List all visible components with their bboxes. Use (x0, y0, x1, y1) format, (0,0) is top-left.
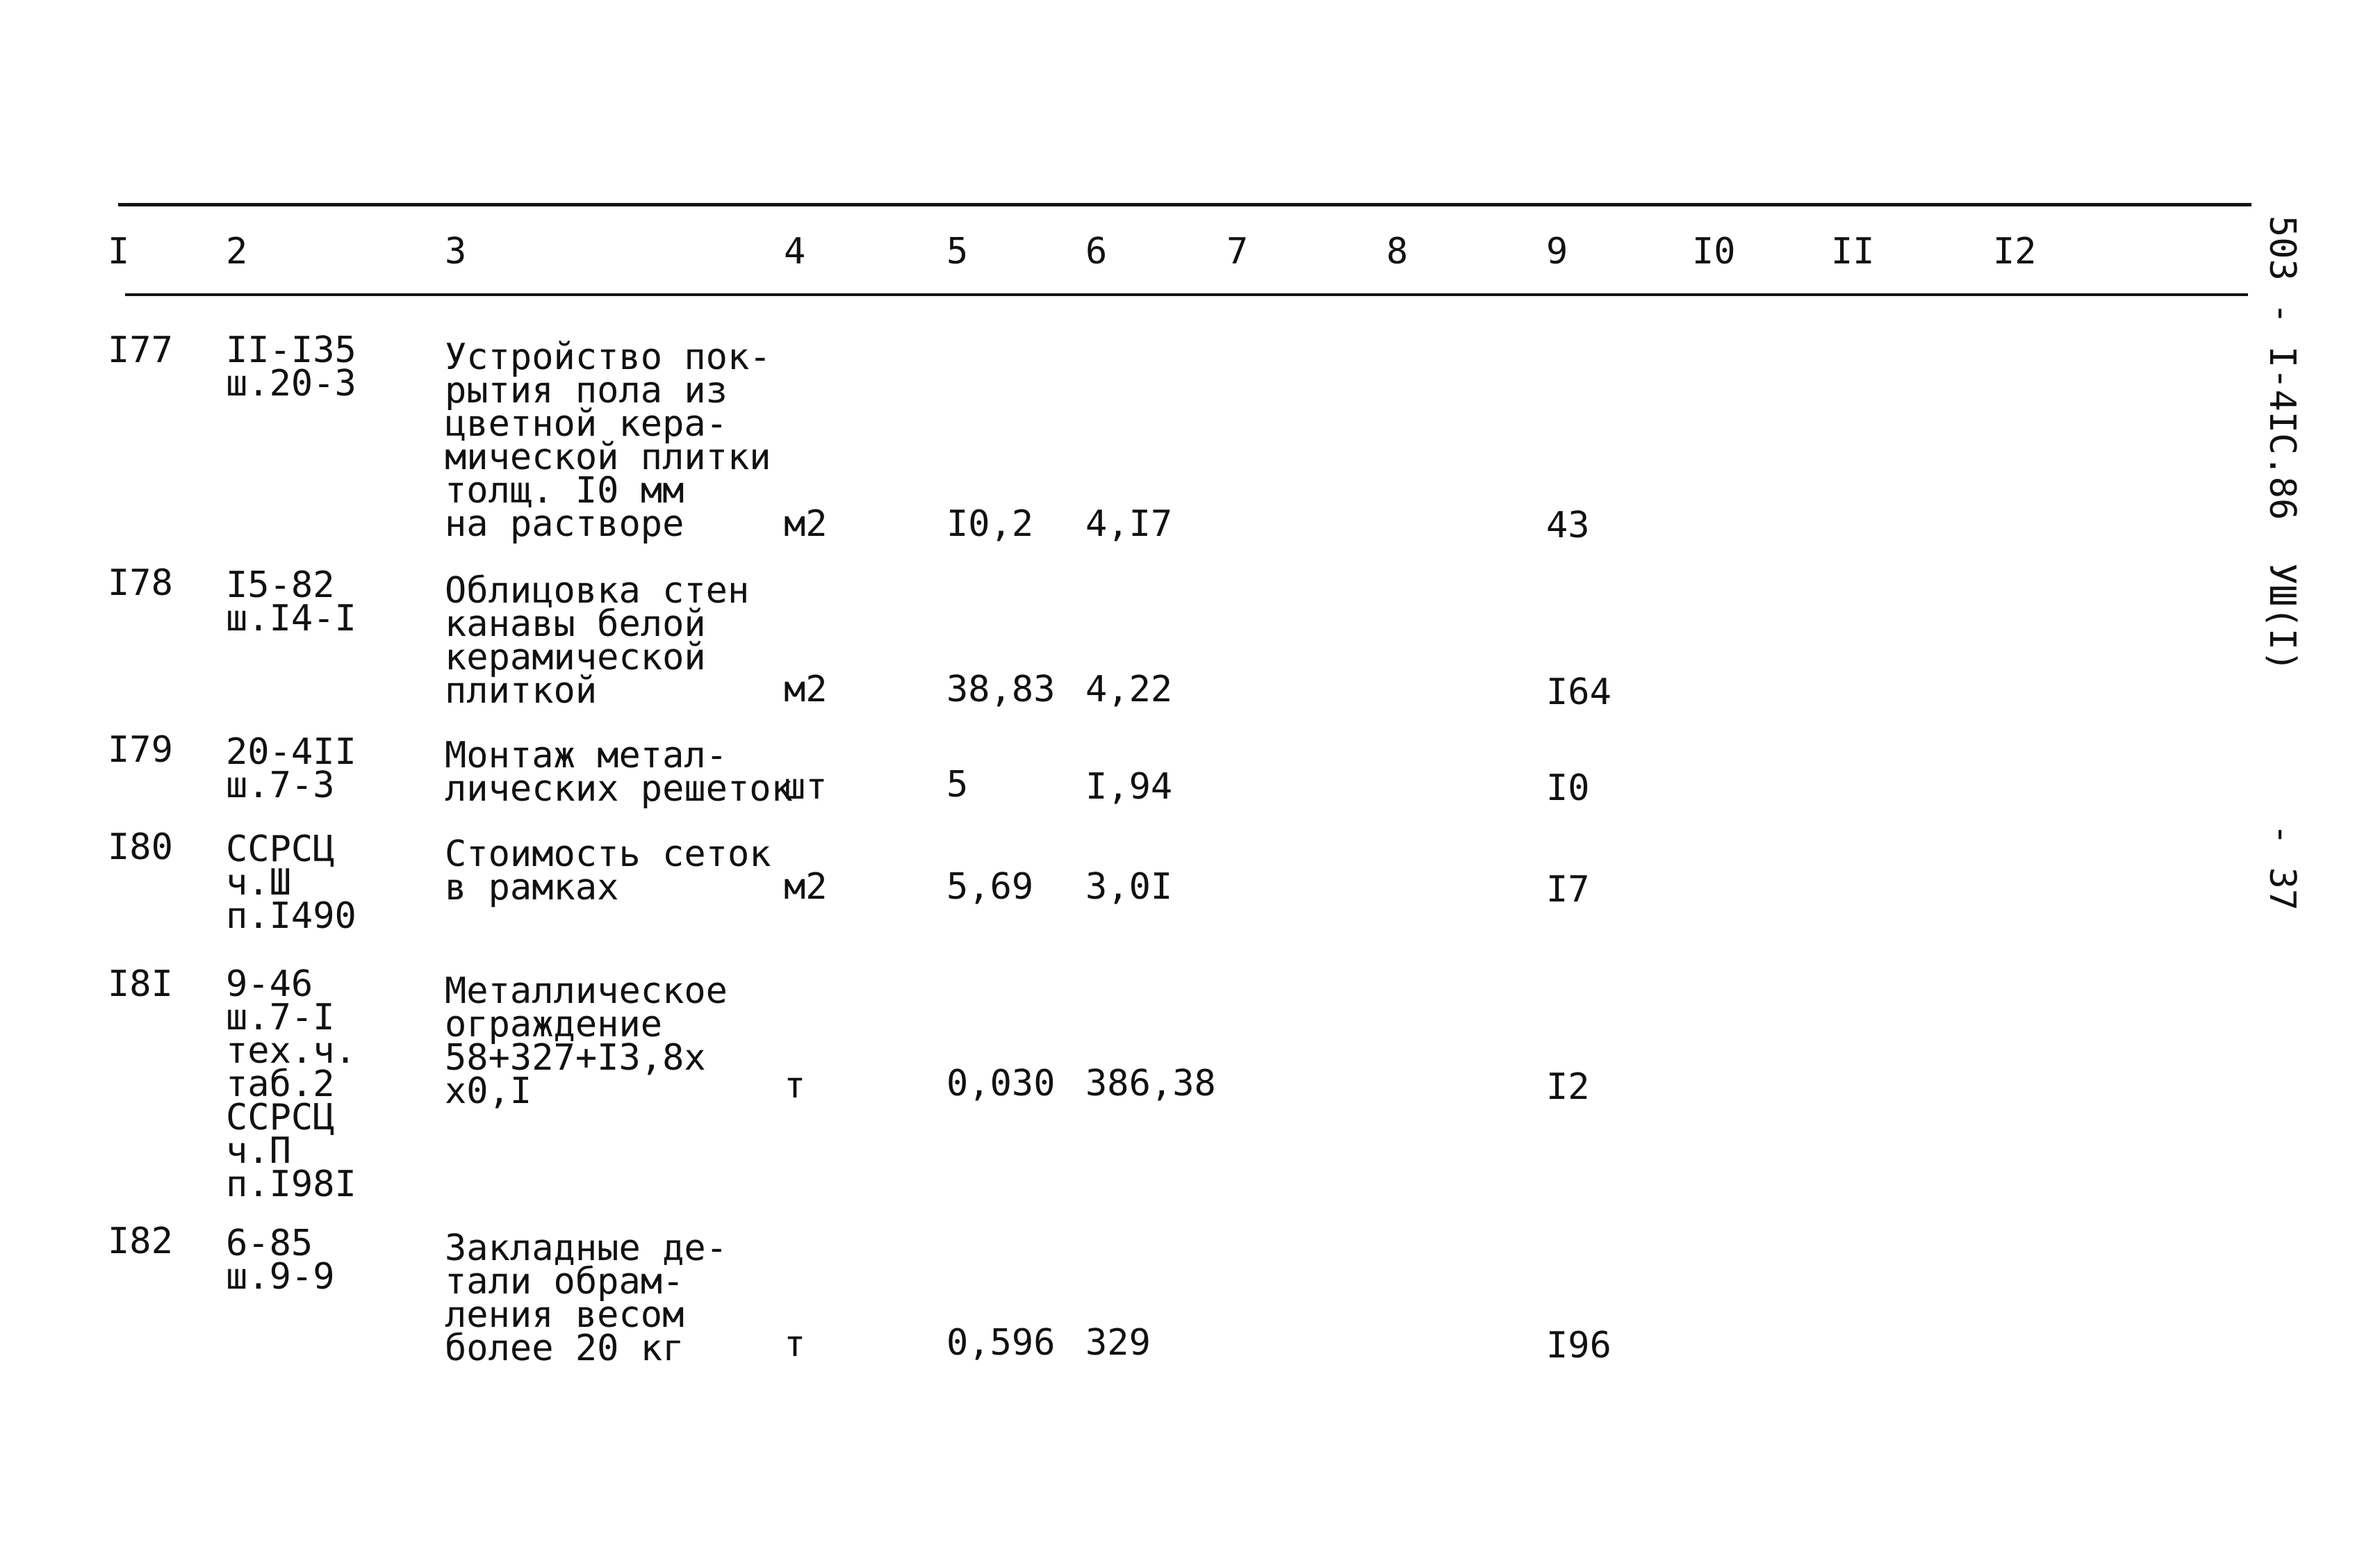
row-price: 4,I7 (1085, 503, 1173, 545)
row-total: I64 (1546, 671, 1611, 713)
row-description: Устройство пок- рытия пола из цветной кера- мической плитки толщ. I0 мм на растворе (445, 336, 771, 545)
header-col-12: I2 (1993, 231, 2037, 272)
row-unit: м2 (784, 669, 828, 710)
header-col-4: 4 (784, 231, 806, 272)
row-total: I96 (1546, 1325, 1611, 1366)
row-code: I5-82 ш.I4-I (226, 564, 356, 639)
row-code: 6-85 ш.9-9 (226, 1223, 335, 1298)
row-unit: м2 (784, 503, 828, 545)
header-col-7: 7 (1226, 231, 1249, 272)
row-quantity: 0,030 (946, 1063, 1056, 1104)
row-quantity: 5 (946, 764, 969, 806)
row-code: 9-46 ш.7-I тех.ч. таб.2 ССРСЦ ч.П п.I98I (226, 963, 356, 1205)
section-number: УШ(I) (2261, 563, 2303, 672)
header-col-6: 6 (1085, 231, 1108, 272)
row-price: 4,22 (1085, 669, 1173, 710)
header-col-11: II (1831, 231, 1875, 272)
row-total: 43 (1546, 505, 1590, 546)
row-unit: м2 (784, 866, 828, 908)
row-price: 3,0I (1085, 866, 1173, 908)
row-description: Стоимость сеток в рамках (445, 833, 771, 908)
row-number: I77 (108, 329, 173, 371)
row-number: I8I (108, 963, 173, 1005)
document-code: 503 - I-4IC.86 (2261, 215, 2303, 521)
row-total: I0 (1546, 767, 1590, 809)
row-quantity: 5,69 (946, 866, 1034, 908)
row-number: I79 (108, 729, 173, 771)
row-price: 386,38 (1085, 1063, 1216, 1104)
row-total: I2 (1546, 1066, 1590, 1108)
row-description: Облицовка стен канавы белой керамической плиткой (445, 570, 750, 712)
row-number: I80 (108, 826, 173, 868)
row-description: Закладные де- тали обрам- ления весом более 20 кг (445, 1227, 728, 1369)
row-unit: т (784, 1065, 806, 1107)
page-number: - 37 (2261, 824, 2303, 911)
row-quantity: I0,2 (946, 503, 1034, 545)
header-col-1: I (108, 231, 130, 272)
header-col-9: 9 (1546, 231, 1568, 272)
row-number: I78 (108, 562, 173, 604)
row-code: II-I35 ш.20-3 (226, 329, 356, 405)
row-description: Монтаж метал- лических решеток (445, 735, 793, 810)
table-top-rule (118, 203, 2251, 206)
header-col-5: 5 (946, 231, 969, 272)
row-quantity: 38,83 (946, 669, 1056, 710)
header-bottom-rule (125, 293, 2248, 296)
row-unit: т (784, 1323, 806, 1365)
row-description: Металлическое ограждение 58+327+I3,8х х0,I (445, 970, 728, 1112)
row-code: 20-4II ш.7-3 (226, 731, 356, 806)
header-col-10: I0 (1692, 231, 1736, 272)
row-price: I,94 (1085, 766, 1173, 808)
row-unit: шт (784, 766, 828, 808)
header-col-2: 2 (226, 231, 248, 272)
row-total: I7 (1546, 869, 1590, 911)
row-code: ССРСЦ ч.Ш п.I490 (226, 829, 356, 937)
row-quantity: 0,596 (946, 1322, 1056, 1364)
header-col-8: 8 (1386, 231, 1409, 272)
header-col-3: 3 (445, 231, 467, 272)
row-price: 329 (1085, 1322, 1151, 1364)
row-number: I82 (108, 1221, 173, 1262)
